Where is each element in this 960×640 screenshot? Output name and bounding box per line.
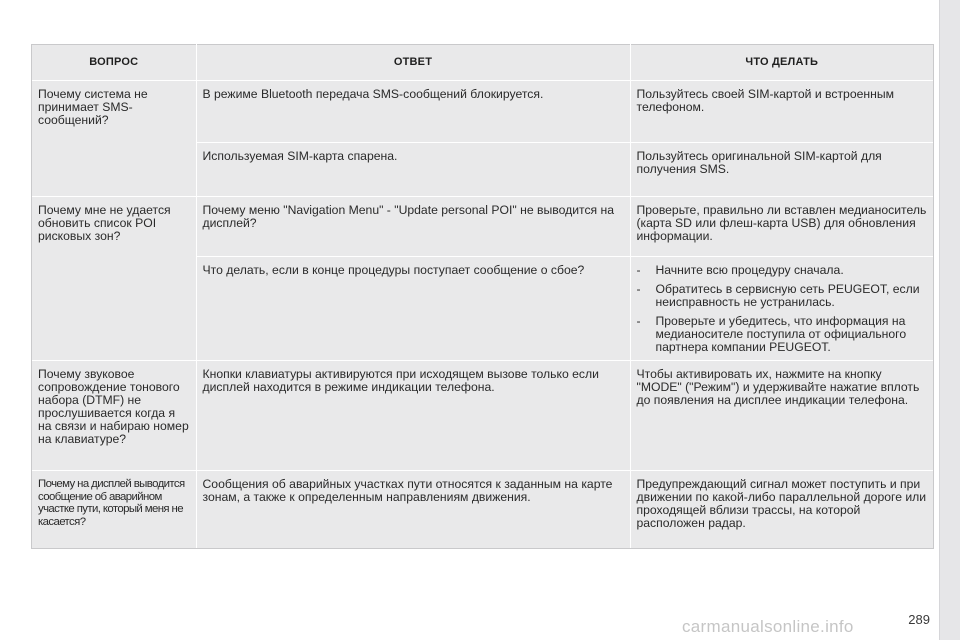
side-strip [939,0,960,640]
action-cell [630,257,933,361]
table-row [32,197,933,257]
header-question: ВОПРОС [32,45,196,81]
action-cell: Чтобы активировать их, нажмите на кнопку "MODE" ("Режим") и удерживайте нажатие вплоть до появления на дисплее индикации телефона. [630,361,933,471]
watermark: carmanualsonline.info [682,617,854,636]
action-cell: Предупреждающий сигнал может поступить и при движении по какой-либо параллельной дороге или проходящей вблизи трассы, на которой расположен радар. [630,471,933,549]
table-row [32,81,933,143]
action-cell: Пользуйтесь оригинальной SIM-картой для получения SMS. [630,143,933,197]
faq-table [31,44,934,549]
answer-cell: Сообщения об аварийных участках пути относятся к заданным на карте зонам, а также к определенным направлениям движения. [196,471,630,549]
question-cell: Почему на дисплей выводится сообщение об аварийном участке пути, который меня не касается? [32,471,196,549]
header-answer: ОТВЕТ [196,45,630,81]
answer-cell: Что делать, если в конце процедуры поступает сообщение о сбое? [196,257,630,361]
action-cell: Пользуйтесь своей SIM-картой и встроенным телефоном. [630,81,933,143]
answer-cell: Используемая SIM-карта спарена. [196,143,630,197]
question-cell: Почему звуковое сопровождение тонового набора (DTMF) не прослушивается когда я на связи и набираю номер на клавиатуре? [32,361,196,471]
faq-table-grid [32,44,933,549]
answer-cell: Кнопки клавиатуры активируются при исходящем вызове только если дисплей находится в режиме индикации телефона. [196,361,630,471]
action-list [637,264,928,354]
answer-cell: Почему меню "Navigation Menu" - "Update personal POI" не выводится на дисплей? [196,197,630,257]
answer-cell: В режиме Bluetooth передача SMS-сообщений блокируется. [196,81,630,143]
list-item: - Начните всю процедуру сначала. [637,264,928,277]
action-cell: Проверьте, правильно ли вставлен медианоситель (карта SD или флеш-карта USB) для обновления информации. [630,197,933,257]
header-action: ЧТО ДЕЛАТЬ [630,45,933,81]
list-item: - Проверьте и убедитесь, что информация на медианосителе поступила от официального партнера компании PEUGEOT. [637,315,928,354]
question-cell: Почему мне не удается обновить список POI рисковых зон? [32,197,196,361]
list-item: - Обратитесь в сервисную сеть PEUGEOT, если неисправность не устранилась. [637,283,928,309]
table-row [32,471,933,549]
table-header-row [32,45,933,81]
table-row [32,361,933,471]
page-number: 289 [908,612,930,627]
question-cell: Почему система не принимает SMS-сообщений? [32,81,196,197]
